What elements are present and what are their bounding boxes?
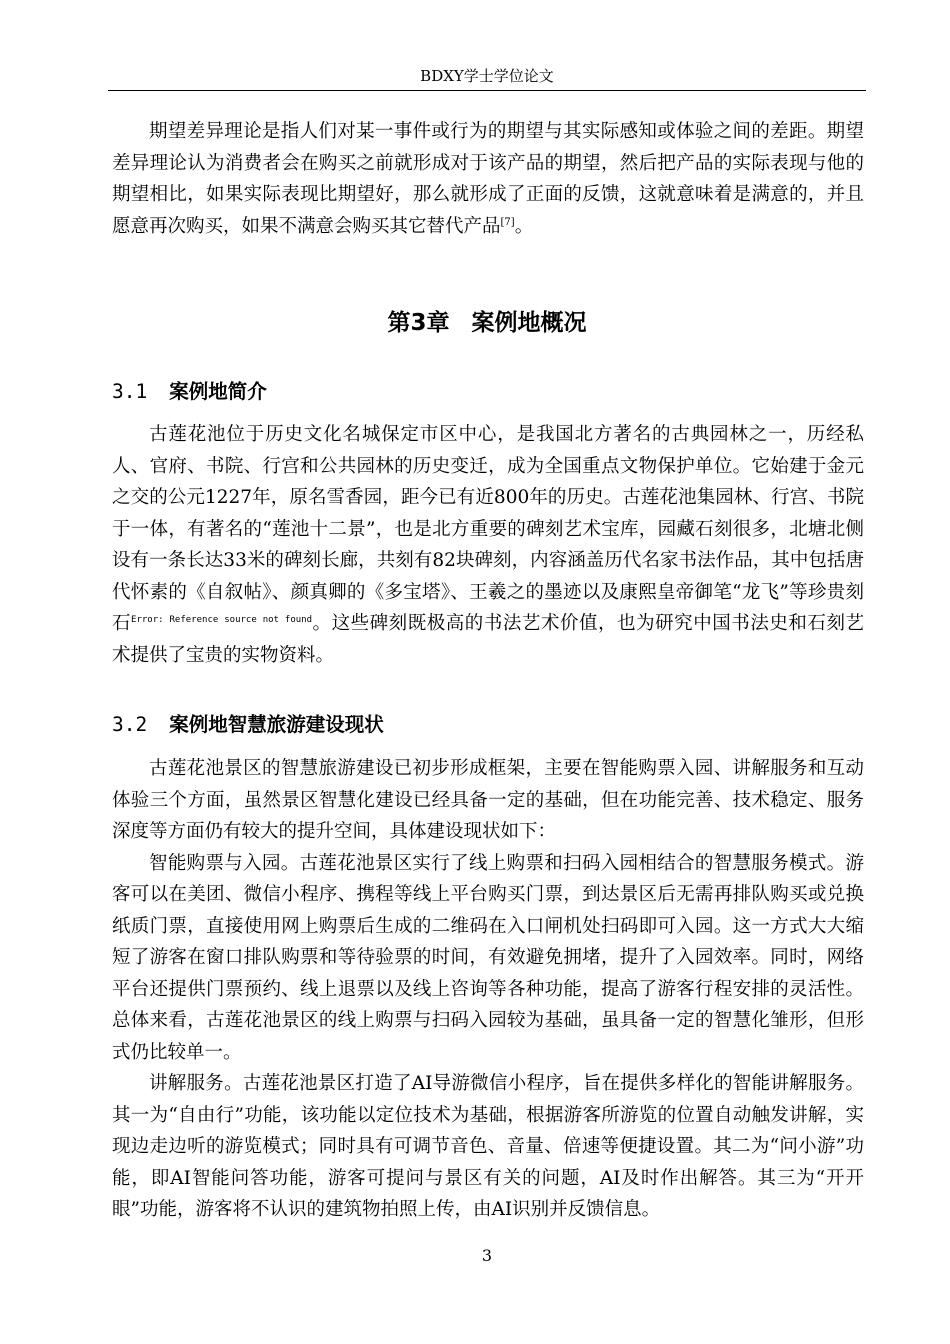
section-number: 3.2 (112, 713, 148, 736)
intro-paragraph-ending: 。 (514, 215, 534, 237)
chapter-title: 案例地概况 (471, 310, 587, 336)
section-number: 3.1 (112, 380, 148, 403)
section-title: 案例地智慧旅游建设现状 (169, 713, 384, 736)
section-3-2-paragraph-2: 智能购票与入园。古莲花池景区实行了线上购票和扫码入园相结合的智慧服务模式。游客可以在美团、微信小程序、携程等线上平台购买门票，到达景区后无需再排队购买或兑换纸质门票，直接使用网上购票后生成的二维码在入口闸机处扫码即可入园。这一方式大大缩短了游客在窗口排队购票和等待验票的时间，有效避免拥堵，提升了入园效率。同时，网络平台还提供门票预约、线上退票以及线上咨询等各种功能，提高了游客行程安排的灵活性。总体来看，古莲花池景区的线上购票与扫码入园较为基础，虽具备一定的智慧化雏形，但形式仍比较单一。 (112, 852, 864, 1063)
section-3-2-paragraph-1: 古莲花池景区的智慧旅游建设已初步形成框架，主要在智能购票入园、讲解服务和互动体验三个方面，虽然景区智慧化建设已经具备一定的基础，但在功能完善、技术稳定、服务深度等方面仍有较大的提升空间，具体建设现状如下： (112, 758, 864, 842)
section-3-1-paragraph (112, 419, 864, 671)
reference-error-note: Error: Reference source not found (131, 614, 312, 625)
section-heading-3-1 (112, 377, 864, 407)
running-header: BDXY学士学位论文 (420, 67, 554, 85)
paragraph-ending: 。这些碑刻既极高的书法艺术价值，也为研究中国书法史和石刻艺术提供了宝贵的实物资料。 (112, 613, 864, 666)
intro-paragraph (112, 116, 864, 242)
page-number: 3 (481, 1246, 493, 1265)
header-rule (108, 90, 866, 91)
intro-paragraph-text: 期望差异理论是指人们对某一事件或行为的期望与其实际感知或体验之间的差距。期望差异理论认为消费者会在购买之前就形成对于该产品的期望，然后把产品的实际表现与他的期望相比，如果实际表现比期望好，那么就形成了正面的反馈，这就意味着是满意的，并且愿意再次购买，如果不满意会购买其它替代产品 (112, 121, 864, 237)
section-title: 案例地简介 (169, 380, 267, 403)
citation-marker: [7] (500, 216, 515, 228)
section-heading-3-2 (112, 710, 864, 740)
chapter-heading (108, 306, 866, 340)
chapter-number: 第3章 (387, 310, 450, 336)
section-3-2-paragraph-3: 讲解服务。古莲花池景区打造了AI导游微信小程序，旨在提供多样化的智能讲解服务。其一为“自由行”功能，该功能以定位技术为基础，根据游客所游览的位置自动触发讲解，实现边走边听的游览模式；同时具有可调节音色、音量、倍速等便捷设置。其二为“问小游”功能，即AI智能问答功能，游客可提问与景区有关的问题，AI及时作出解答。其三为“开开眼”功能，游客将不认识的建筑物拍照上传，由AI识别并反馈信息。 (112, 1073, 864, 1220)
paragraph-text: 古莲花池位于历史文化名城保定市区中心，是我国北方著名的古典园林之一，历经私人、官府、书院、行宫和公共园林的历史变迁，成为全国重点文物保护单位。它始建于金元之交的公元1227年，原名雪香园，距今已有近800年的历史。古莲花池集园林、行宫、书院于一体，有著名的“莲池十二景”，也是北方重要的碑刻艺术宝库，园藏石刻很多，北塘北侧设有一条长达33米的碑刻长廊，共刻有82块碑刻，内容涵盖历代名家书法作品，其中包括唐代怀素的《自叙帖》、颜真卿的《多宝塔》、王羲之的墨迹以及康熙皇帝御笔“龙飞”等珍贵刻石 (112, 424, 864, 634)
section-3-2-body (112, 753, 864, 1226)
